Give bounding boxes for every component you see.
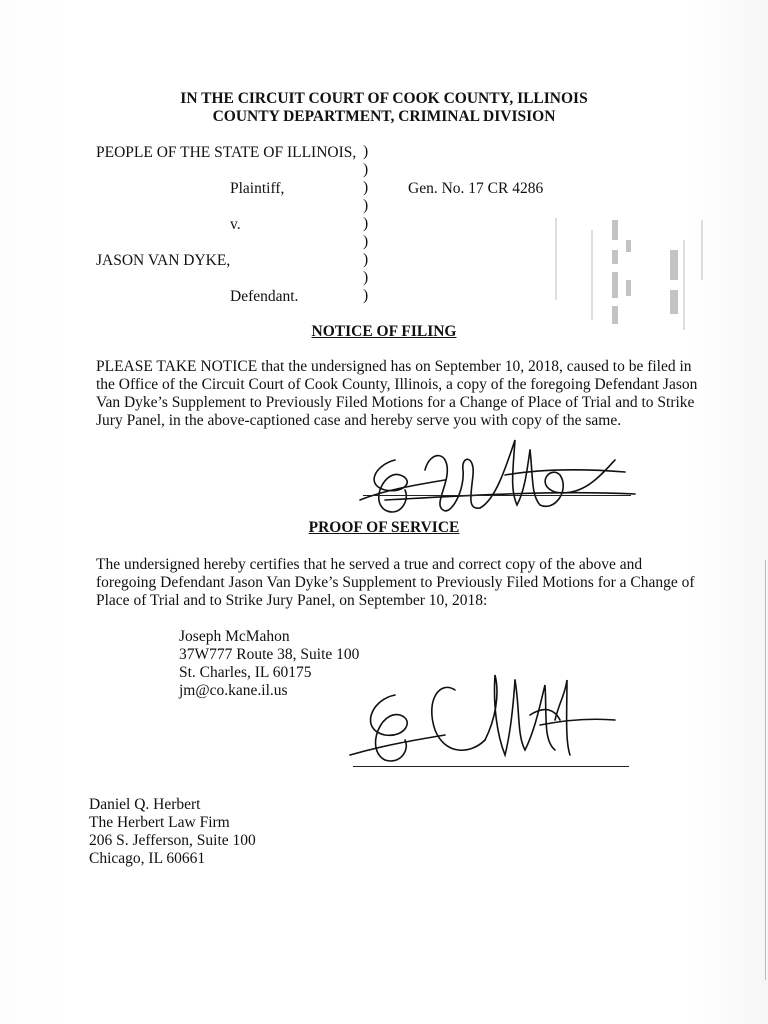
paren: ) xyxy=(363,287,369,304)
proof-title-text: PROOF OF SERVICE xyxy=(308,519,460,536)
versus: v. xyxy=(230,216,241,233)
case-number: Gen. No. 17 CR 4286 xyxy=(408,180,544,197)
proof-line-1: The undersigned hereby certifies that he served a true and correct copy of the above and xyxy=(96,556,643,573)
notice-title-text: NOTICE OF FILING xyxy=(311,323,457,340)
notice-line-2: the Office of the Circuit Court of Cook County, Illinois, a copy of the foregoing Defendant Jason xyxy=(96,376,698,393)
notice-line-1: PLEASE TAKE NOTICE that the undersigned has on September 10, 2018, caused to be filed in xyxy=(96,358,692,375)
notice-title xyxy=(0,322,768,341)
court-heading-line1: IN THE CIRCUIT COURT OF COOK COUNTY, ILLINOIS xyxy=(180,90,588,107)
notice-line-4: Jury Panel, in the above-captioned case and hereby serve you with copy of the same. xyxy=(96,412,622,429)
paren: ) xyxy=(363,233,369,250)
proof-line-3: Place of Trial and to Strike Jury Panel, on September 10, 2018: xyxy=(96,592,488,609)
recipient-email: jm@co.kane.il.us xyxy=(179,682,288,699)
attorney-firm: The Herbert Law Firm xyxy=(89,814,230,831)
notice-line-3: Van Dyke’s Supplement to Previously Filed Motions for a Change of Place of Trial and to Strike xyxy=(96,394,695,411)
attorney-address-2: Chicago, IL 60661 xyxy=(89,850,206,867)
paren: ) xyxy=(363,161,369,178)
recipient-name: Joseph McMahon xyxy=(179,628,290,645)
plaintiff-name: PEOPLE OF THE STATE OF ILLINOIS, xyxy=(96,144,357,161)
attorney-address-1: 206 S. Jefferson, Suite 100 xyxy=(89,832,256,849)
paren: ) xyxy=(363,269,369,286)
defendant-name: JASON VAN DYKE, xyxy=(96,252,231,269)
page-edge-shadow xyxy=(765,560,766,980)
paren: ) xyxy=(363,197,369,214)
recipient-address-1: 37W777 Route 38, Suite 100 xyxy=(179,646,360,663)
defendant-role: Defendant. xyxy=(230,288,299,305)
court-heading-line2: COUNTY DEPARTMENT, CRIMINAL DIVISION xyxy=(212,108,556,125)
attorney-signature-1 xyxy=(355,430,645,525)
signature-line-2 xyxy=(353,766,629,767)
paren: ) xyxy=(363,215,369,232)
signature-line-1 xyxy=(363,495,631,496)
paren: ) xyxy=(363,143,369,160)
attorney-name: Daniel Q. Herbert xyxy=(89,796,201,813)
paren: ) xyxy=(363,179,369,196)
recipient-address-2: St. Charles, IL 60175 xyxy=(179,664,312,681)
paren: ) xyxy=(363,251,369,268)
proof-title xyxy=(0,518,768,537)
plaintiff-role: Plaintiff, xyxy=(230,180,285,197)
attorney-signature-2 xyxy=(345,660,635,775)
proof-line-2: foregoing Defendant Jason Van Dyke’s Supplement to Previously Filed Motions for a Change of xyxy=(96,574,695,591)
